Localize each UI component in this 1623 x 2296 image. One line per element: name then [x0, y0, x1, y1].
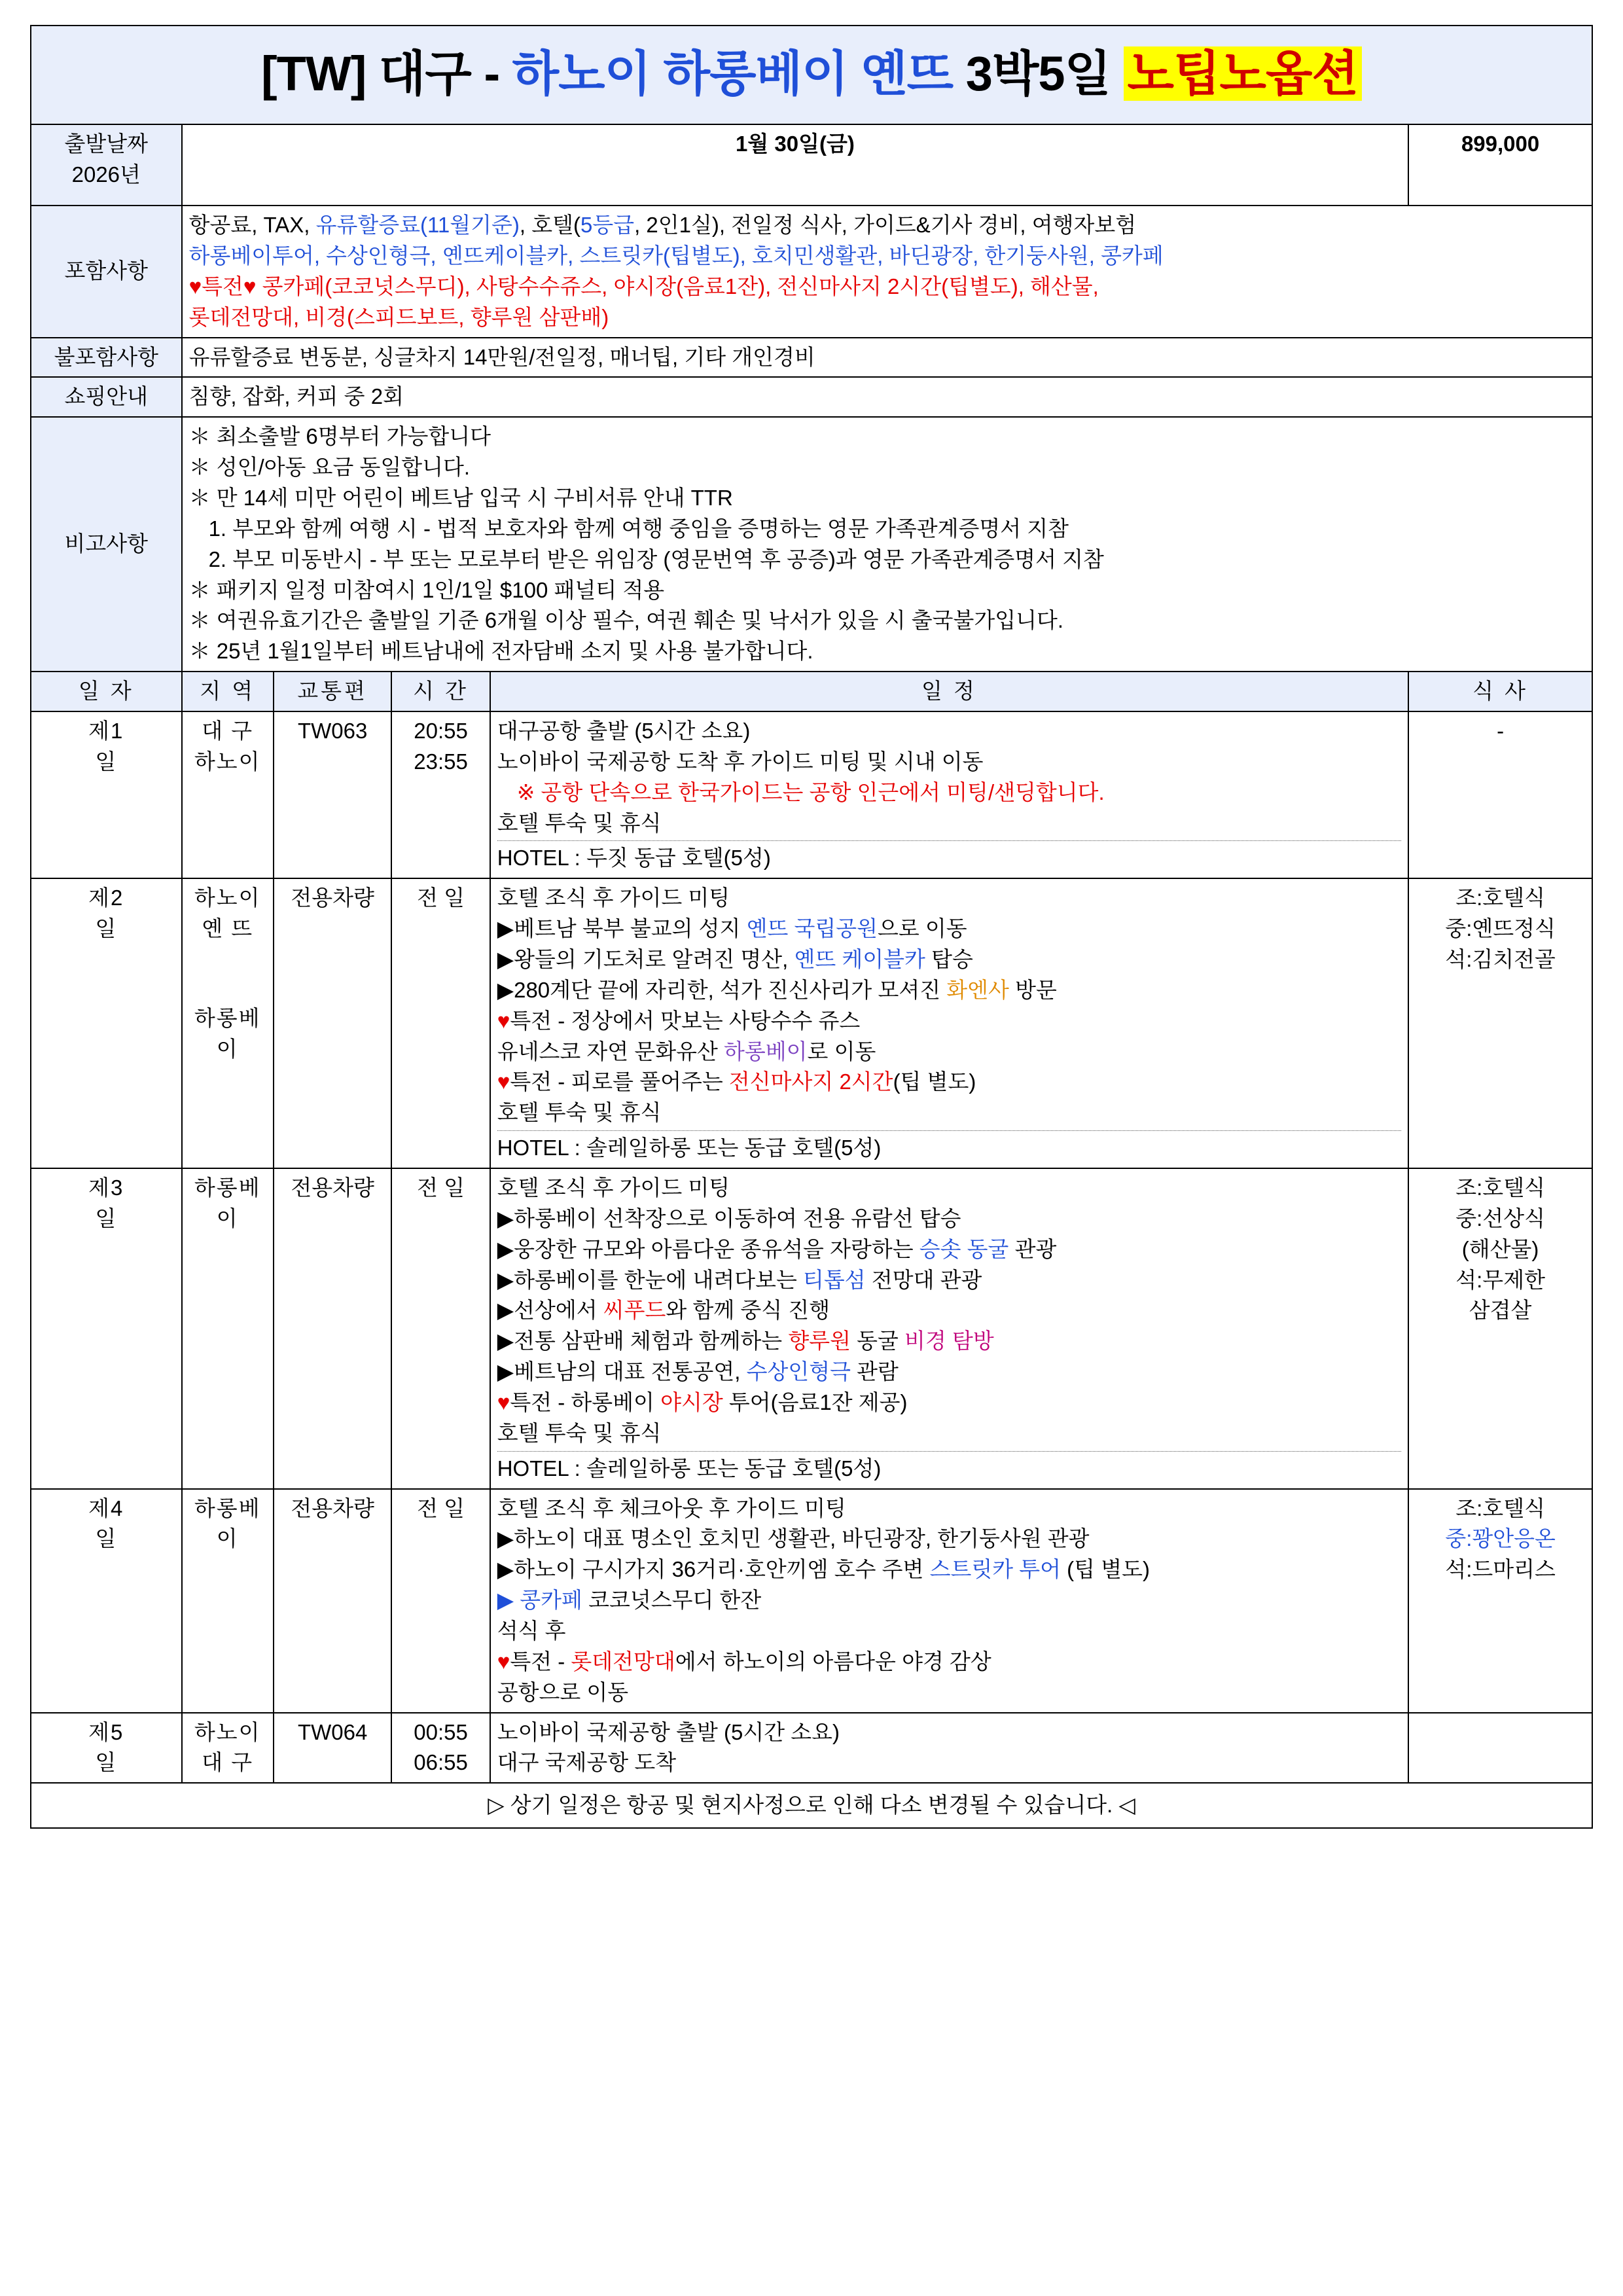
include-row: [31, 206, 1592, 337]
day-line2: 일: [95, 916, 118, 941]
hotel-line: HOTEL : 솔레일하롱 또는 동급 호텔(5성): [497, 1130, 1402, 1164]
transport-cell: [274, 711, 391, 878]
meal-item: 조:호텔식: [1455, 1496, 1545, 1520]
day-cell: [31, 878, 182, 1168]
day-line1: 제4: [88, 1496, 124, 1520]
transport-cell: [274, 1168, 391, 1489]
schedule-item: ▶하노이 구시가지 36거리·호안끼엠 호수 주변 스트릿카 투어 (팁 별도): [497, 1557, 1150, 1582]
schedule-item: ▶하롱베이 선착장으로 이동하여 전용 유람선 탑승: [497, 1206, 961, 1230]
schedule-item: ▶하롱베이를 한눈에 내려다보는 티톱섬 전망대 관광: [497, 1267, 982, 1292]
schedule-item: ▶베트남 북부 불교의 성지 옌뜨 국립공원으로 이동: [497, 916, 967, 941]
region-cell: [182, 1168, 274, 1489]
schedule-item: 공항으로 이동: [497, 1679, 629, 1704]
itinerary-header-row: [31, 672, 1592, 711]
note-item: ＊ 25년 1월1일부터 베트남내에 전자담배 소지 및 사용 불가합니다.: [188, 639, 813, 664]
depart-date-label: [31, 124, 182, 206]
table-row: [31, 878, 1592, 1168]
meal-item: 중:꽝안응온: [1445, 1526, 1556, 1551]
schedule-cell: [490, 1168, 1409, 1489]
exclude-content: 유류할증료 변동분, 싱글차지 14만원/전일정, 매너팁, 기타 개인경비: [182, 338, 1592, 378]
time-item: 00:55: [414, 1719, 468, 1744]
schedule-item: 호텔 투숙 및 휴식: [497, 810, 662, 835]
include-line-1: 항공료, TAX, 유류할증료(11월기준), 호텔(5등급, 2인1실), 전일정 식사, 가이드&기사 경비, 여행자보험: [188, 213, 1137, 238]
region-cell: [182, 1489, 274, 1713]
schedule-item: 호텔 조식 후 가이드 미팅: [497, 886, 730, 910]
region-item: 하노이: [194, 1719, 261, 1744]
schedule-item: 석식 후: [497, 1619, 566, 1643]
region-item: 하노이: [194, 749, 261, 774]
day-line1: 제2: [88, 886, 124, 910]
exclude-label: 불포함사항: [31, 338, 182, 378]
schedule-item: ▶선상에서 씨푸드와 함께 중식 진행: [497, 1298, 830, 1323]
itinerary-table: [30, 25, 1593, 1829]
schedule-item: ▶전통 삼판배 체험과 함께하는 향루원 동굴 비경 탐방: [497, 1329, 994, 1354]
day-line2: 일: [95, 1750, 118, 1775]
include-line-3: ♥특전♥ 콩카페(코코넛스무디), 사탕수수쥬스, 야시장(음료1잔), 전신마사지 2시간(팁별도), 해산물,: [188, 274, 1099, 298]
meal-item: 석:무제한: [1455, 1267, 1545, 1292]
meal-item: (해산물): [1461, 1236, 1539, 1261]
time-cell: [391, 878, 490, 1168]
meal-item: 석:김치전골: [1445, 946, 1556, 971]
time-item: 23:55: [414, 749, 468, 774]
meal-item: 조:호텔식: [1455, 886, 1545, 910]
meal-cell: [1408, 1489, 1592, 1713]
schedule-item-notice: ※ 공항 단속으로 한국가이드는 공항 인근에서 미팅/샌딩합니다.: [516, 780, 1105, 804]
footer-row: [31, 1783, 1592, 1828]
day-line2: 일: [95, 1206, 118, 1230]
time-item: 전 일: [417, 886, 465, 910]
schedule-item: 호텔 조식 후 체크아웃 후 가이드 미팅: [497, 1496, 846, 1520]
region-item: 대 구: [202, 718, 254, 743]
note-item: 2. 부모 미동반시 - 부 또는 모로부터 받은 위임장 (영문번역 후 공증)과 영문 가족관계증명서 지참: [208, 547, 1104, 571]
region-cell: [182, 711, 274, 878]
note-item: ＊ 여권유효기간은 출발일 기준 6개월 이상 필수, 여권 훼손 및 낙서가 있을 시 출국불가입니다.: [188, 608, 1064, 633]
schedule-item: ▶웅장한 규모와 아름다운 종유석을 자랑하는 승솟 동굴 관광: [497, 1236, 1057, 1261]
region-item: 옌 뜨: [202, 916, 254, 941]
price-value: 899,000: [1408, 124, 1592, 206]
meal-item: 삼겹살: [1469, 1298, 1532, 1323]
meal-cell: [1408, 1713, 1592, 1784]
col-header-meal: 식 사: [1408, 672, 1592, 711]
transport-item: 전용차량: [291, 1175, 374, 1200]
time-item: 전 일: [417, 1496, 465, 1520]
schedule-item: 대구공항 출발 (5시간 소요): [497, 718, 751, 743]
schedule-item: 노이바이 국제공항 도착 후 가이드 미팅 및 시내 이동: [497, 749, 984, 774]
transport-item: 전용차량: [291, 886, 374, 910]
depart-label-line1: 출발날짜: [64, 132, 149, 156]
schedule-item: 유네스코 자연 문화유산 하롱베이로 이동: [497, 1039, 876, 1064]
schedule-item: ▶왕들의 기도처로 알려진 명산, 옌뜨 케이블카 탑승: [497, 946, 973, 971]
day-line1: 제1: [88, 718, 124, 743]
depart-label-line2: 2026년: [71, 162, 141, 187]
schedule-item: 호텔 조식 후 가이드 미팅: [497, 1175, 730, 1200]
shopping-content: 침향, 잡화, 커피 중 2회: [182, 377, 1592, 417]
notes-content: [182, 417, 1592, 672]
schedule-cell: [490, 1713, 1409, 1784]
include-line-4: 롯데전망대, 비경(스피드보트, 향루원 삼판배): [188, 304, 609, 329]
note-item: ＊ 최소출발 6명부터 가능합니다: [188, 424, 491, 449]
shopping-row: [31, 377, 1592, 417]
include-content: [182, 206, 1592, 337]
day-cell: [31, 1713, 182, 1784]
time-item: 20:55: [414, 718, 468, 743]
col-header-schedule: 일 정: [490, 672, 1409, 711]
region-item: 하롱베이: [194, 1496, 261, 1551]
title-part2: 하노이 하롱베이 옌뜨: [512, 46, 954, 101]
transport-item: 전용차량: [291, 1496, 374, 1520]
schedule-item: ♥특전 - 피로를 풀어주는 전신마사지 2시간(팁 별도): [497, 1069, 976, 1094]
transport-cell: [274, 1713, 391, 1784]
col-header-day: 일 자: [31, 672, 182, 711]
include-line-2: 하롱베이투어, 수상인형극, 옌뜨케이블카, 스트릿카(팁별도), 호치민생활관, 바딘광장, 한기둥사원, 콩카페: [188, 243, 1164, 268]
col-header-transport: 교통편: [274, 672, 391, 711]
meal-item: -: [1497, 718, 1505, 743]
exclude-row: [31, 338, 1592, 378]
schedule-item: 호텔 투숙 및 휴식: [497, 1420, 662, 1445]
meal-cell: [1408, 1168, 1592, 1489]
meal-item: 석:드마리스: [1445, 1557, 1556, 1582]
time-cell: [391, 711, 490, 878]
table-row: [31, 1489, 1592, 1713]
region-cell: [182, 878, 274, 1168]
include-label: 포함사항: [31, 206, 182, 337]
col-header-time: 시 간: [391, 672, 490, 711]
schedule-item: ♥특전 - 하롱베이 야시장 투어(음료1잔 제공): [497, 1390, 908, 1415]
schedule-item: 호텔 투숙 및 휴식: [497, 1100, 662, 1125]
transport-cell: [274, 1489, 391, 1713]
table-row: [31, 711, 1592, 878]
time-item: 전 일: [417, 1175, 465, 1200]
region-item: 하롱베이: [194, 1175, 261, 1230]
hotel-line: HOTEL : 솔레일하롱 또는 동급 호텔(5성): [497, 1451, 1402, 1484]
title-part3: 3박5일: [953, 46, 1124, 101]
region-item: 대 구: [202, 1750, 254, 1775]
table-row: [31, 1168, 1592, 1489]
day-line2: 일: [95, 1526, 118, 1551]
transport-item: TW064: [297, 1719, 368, 1744]
note-item: ＊ 패키지 일정 미참여시 1인/1일 $100 패널티 적용: [188, 577, 665, 602]
hotel-line: HOTEL : 두짓 동급 호텔(5성): [497, 840, 1402, 874]
note-item: ＊ 만 14세 미만 어린이 베트남 입국 시 구비서류 안내 TTR: [188, 485, 733, 510]
schedule-item: 대구 국제공항 도착: [497, 1750, 677, 1775]
schedule-item: ▶베트남의 대표 전통공연, 수상인형극 관람: [497, 1359, 899, 1384]
transport-item: TW063: [297, 718, 368, 743]
time-cell: [391, 1713, 490, 1784]
time-item: 06:55: [414, 1750, 468, 1775]
schedule-item: ♥특전 - 롯데전망대에서 하노이의 아름다운 야경 감상: [497, 1649, 991, 1674]
day-cell: [31, 1489, 182, 1713]
depart-date-value: 1월 30일(금): [182, 124, 1409, 206]
title-part1: [TW] 대구 -: [261, 46, 512, 101]
day-line1: 제3: [88, 1175, 124, 1200]
depart-row: [31, 124, 1592, 206]
meal-cell: [1408, 878, 1592, 1168]
meal-item: 중:선상식: [1455, 1206, 1545, 1230]
table-row: [31, 1713, 1592, 1784]
day-cell: [31, 711, 182, 878]
meal-item: 중:옌뜨정식: [1445, 916, 1556, 941]
meal-item: 조:호텔식: [1455, 1175, 1545, 1200]
title-row: [31, 26, 1592, 124]
time-cell: [391, 1489, 490, 1713]
col-header-region: 지 역: [182, 672, 274, 711]
notes-row: [31, 417, 1592, 672]
schedule-cell: [490, 711, 1409, 878]
region-spacer: [189, 944, 266, 1003]
note-item: 1. 부모와 함께 여행 시 - 법적 보호자와 함께 여행 중임을 증명하는 영문 가족관계증명서 지참: [208, 516, 1069, 541]
footer-note: ▷ 상기 일정은 항공 및 현지사정으로 인해 다소 변경될 수 있습니다. ◁: [31, 1783, 1592, 1828]
schedule-item: 노이바이 국제공항 출발 (5시간 소요): [497, 1719, 840, 1744]
day-line2: 일: [95, 749, 118, 774]
schedule-item: ▶ 콩카페 코코넛스무디 한잔: [497, 1588, 762, 1613]
day-cell: [31, 1168, 182, 1489]
schedule-item: ♥특전 - 정상에서 맛보는 사탕수수 쥬스: [497, 1008, 861, 1033]
notes-label: 비고사항: [31, 417, 182, 672]
region-item: 하노이: [194, 886, 261, 910]
note-item: ＊ 성인/아동 요금 동일합니다.: [188, 455, 471, 480]
transport-cell: [274, 878, 391, 1168]
meal-cell: [1408, 711, 1592, 878]
schedule-item: ▶하노이 대표 명소인 호치민 생활관, 바딘광장, 한기둥사원 관광: [497, 1526, 1090, 1551]
region-cell: [182, 1713, 274, 1784]
region-item: 하롱베이: [194, 1005, 261, 1061]
document-title: [31, 26, 1592, 124]
time-cell: [391, 1168, 490, 1489]
shopping-label: 쇼핑안내: [31, 377, 182, 417]
schedule-cell: [490, 878, 1409, 1168]
title-highlight: 노팁노옵션: [1124, 46, 1362, 101]
day-line1: 제5: [88, 1719, 124, 1744]
schedule-cell: [490, 1489, 1409, 1713]
schedule-item: ▶280계단 끝에 자리한, 석가 진신사리가 모셔진 화엔사 방문: [497, 977, 1057, 1002]
